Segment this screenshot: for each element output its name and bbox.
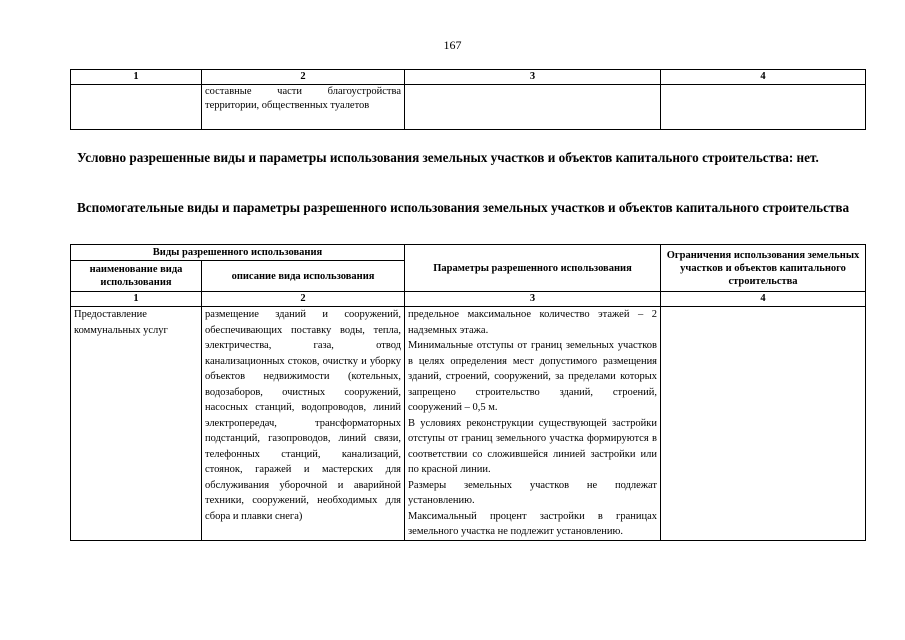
column-number-1: 1	[71, 70, 202, 85]
auxiliary-uses-table	[70, 244, 866, 541]
parameter-max-floors: предельное максимальное количество этажей – 2 надземных этажа.	[408, 309, 658, 336]
continuation-table	[70, 69, 866, 130]
parameter-reconstruction-setbacks: В условиях реконструкции существующей застройки отступы от границ земельного участка формируются в соответствии со сложившейся линией застройки или по красной линии.	[408, 417, 658, 475]
table-row	[71, 307, 866, 541]
column-number-1: 1	[71, 292, 202, 307]
column-number-4: 4	[661, 292, 866, 307]
table-row	[71, 85, 866, 130]
cell-col2: составные части благоустройства территории, общественных туалетов	[202, 85, 405, 130]
parameter-max-coverage: Максимальный процент застройки в границах земельного участка не подлежит установлению.	[408, 510, 658, 537]
parameter-min-setbacks: Минимальные отступы от границ земельных участков в целях определения мест допустимого размещения зданий, строений, сооружений, за пределами которых запрещено строительство зданий, строений, сооружений – 0,5 м.	[408, 340, 658, 413]
cell-use-name: Предоставление коммунальных услуг	[71, 307, 202, 541]
parameter-plot-sizes: Размеры земельных участков не подлежат установлению.	[408, 479, 658, 506]
cell-col1	[71, 85, 202, 130]
cell-restrictions	[661, 307, 866, 541]
header-restrictions: Ограничения использования земельных участков и объектов капитального строительства	[661, 245, 866, 292]
column-number-4: 4	[661, 70, 866, 85]
heading-auxiliary-uses: Вспомогательные виды и параметры разрешенного использования земельных участков и объектов капитального строительства	[77, 200, 850, 215]
cell-col4	[661, 85, 866, 130]
header-description: описание вида использования	[202, 261, 405, 292]
cell-parameters	[405, 307, 661, 541]
column-number-row	[71, 292, 866, 307]
cell-col3	[405, 85, 661, 130]
column-number-2: 2	[202, 70, 405, 85]
header-parameters: Параметры разрешенного использования	[405, 245, 661, 292]
header-group-types: Виды разрешенного использования	[71, 245, 405, 261]
column-number-3: 3	[405, 292, 661, 307]
column-number-row	[71, 70, 866, 85]
header-name: наименование вида использования	[71, 261, 202, 292]
header-row-1	[71, 245, 866, 261]
column-number-2: 2	[202, 292, 405, 307]
cell-use-description: размещение зданий и сооружений, обеспечивающих поставку воды, тепла, электричества, газа, отвод канализационных стоков, очистку и уборку объектов недвижимости (котельных, водозаборов, очистных сооружений, насосных станций, водопроводов, линий электропередач, трансформаторных подстанций, газопроводов, линий связи, телефонных станций, канализаций, стоянок, гаражей и мастерских для обслуживания уборочной и аварийной техники, сооружений, необходимых для сбора и плавки снега)	[202, 307, 405, 541]
heading-conditional-uses: Условно разрешенные виды и параметры использования земельных участков и объектов капитального строительства: нет.	[77, 150, 819, 165]
page-number: 167	[443, 38, 462, 52]
column-number-3: 3	[405, 70, 661, 85]
